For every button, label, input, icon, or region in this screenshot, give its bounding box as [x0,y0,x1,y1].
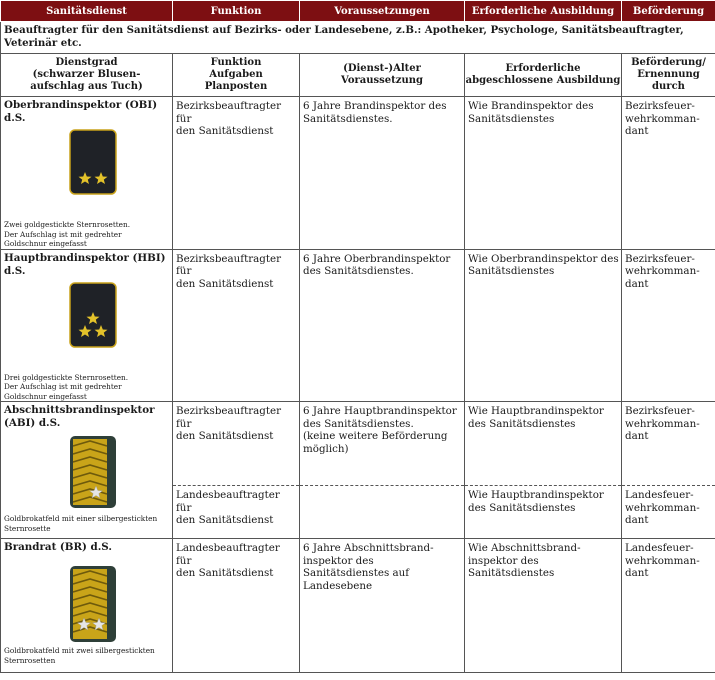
requirement-cell [300,97,465,250]
promotion-cell [622,97,715,250]
rank-cell [1,402,173,539]
subheader-befoerderung [622,54,715,97]
header-row [1,1,715,22]
promotion-cell [622,402,715,539]
header-befoerderung: Beförderung [622,1,715,22]
rank-row-obi [1,97,715,250]
training-line: des Sanitätsdienstes [468,501,576,514]
caption-line: Goldschnur eingefasst [4,391,87,401]
requirement-cell [300,539,465,673]
function-cell [173,97,300,250]
subheader-ausbildung-l1: Erforderliche [505,63,581,74]
insignia-caption [1,373,172,402]
training-line: Wie Hauptbrandinspektor [468,489,604,501]
caption-line: Der Aufschlag ist mit gedrehter [4,229,122,239]
rank-row-abi [1,402,715,539]
training-cell [465,249,622,402]
rank-name: Oberbrandinspektor (OBI) [4,99,158,111]
rank-name: Brandrat (BR) d.S. [4,541,112,553]
rank-cell [1,539,173,673]
training-line: Wie Abschnittsbrand- [468,542,581,554]
promotion-line: dant [625,125,649,137]
collar-patch-icon [1,278,173,373]
subheader-befoerderung-l2: Ernennung [637,69,700,80]
requirement-line: möglich) [303,442,349,455]
promotion-line: dant [625,514,649,526]
training-block-a [465,402,621,481]
subheader-befoerderung-l3: durch [652,81,685,92]
rank-row-hbi [1,249,715,402]
rank-title [1,97,172,125]
function-cell [173,402,300,539]
function-cell [173,249,300,402]
promotion-line: wehrkomman- [625,554,700,567]
promotion-line: dant [625,567,649,579]
promotion-line: Bezirksfeuer- [625,252,695,265]
header-sanitaetsdienst: Sanitätsdienst [1,1,173,22]
function-line: Landesbeauftragter für [176,542,280,567]
subheader-funktion-l3: Planposten [204,81,268,92]
requirement-line: Sanitätsdienstes auf [303,567,410,579]
insignia-caption [1,514,172,533]
promotion-line: wehrkomman- [625,417,700,430]
training-cell [465,402,622,539]
function-line: den Sanitätsdienst [176,514,274,526]
requirement-line: 6 Jahre Abschnittsbrand- [303,542,434,554]
header-funktion: Funktion [173,1,300,22]
collar-patch-icon [1,554,173,646]
function-block-b [173,486,299,527]
collar-patch-icon [1,430,173,514]
insignia-caption [1,646,172,665]
intro-text: Beauftragter für den Sanitätsdienst auf Bezirks- oder Landesebene, z.B.: Apotheker, Psychologe, Sanitätsbeauftragter, Veterinär etc. [1,22,715,54]
training-cell [465,97,622,250]
subheader-dienstgrad-l1: Dienstgrad [55,57,118,68]
training-line: Wie Oberbrandinspektor des [468,252,619,265]
requirement-line: Landesebene [303,579,373,592]
rank-suffix: d.S. [4,264,26,277]
rank-row-br [1,539,715,673]
promotion-line: Bezirksfeuer- [625,100,695,112]
caption-line: Goldbrokatfeld mit zwei silbergestickten [4,646,155,655]
promotion-line: wehrkomman- [625,501,700,514]
requirement-line: 6 Jahre Brandinspektor des [303,100,447,112]
requirement-line: des Sanitätsdienstes. [303,265,414,277]
insignia-patch-hbi [1,278,172,373]
subheader-ausbildung [465,54,622,97]
requirement-line: 6 Jahre Oberbrandinspektor [303,252,451,265]
function-cell [173,539,300,673]
caption-line: Sternrosette [4,523,51,533]
training-line: inspektor des [468,554,539,567]
caption-line: Drei goldgestickte Sternrosetten. [4,372,129,382]
requirement-line: Sanitätsdienstes. [303,112,393,125]
requirement-block [300,402,464,481]
rank-cell [1,97,173,250]
subheader-funktion [173,54,300,97]
requirement-cell [300,402,465,539]
training-line: Sanitätsdienstes [468,265,555,277]
rank-title [1,402,172,430]
training-line: Sanitätsdienstes [468,567,555,579]
requirement-line: 6 Jahre Hauptbrandinspektor [303,405,457,417]
row-divider [300,485,464,486]
caption-line: Goldbrokatfeld mit einer silbergestickten [4,514,158,523]
caption-line: Sternrosetten [4,655,56,665]
collar-patch-icon [1,125,173,220]
rank-name: Abschnittsbrandinspektor [4,404,155,416]
requirement-line: inspektor des [303,554,374,567]
training-cell [465,539,622,673]
insignia-caption [1,220,172,249]
rank-suffix: (ABI) d.S. [4,417,61,429]
promotion-cell [622,539,715,673]
function-line: Bezirksbeauftragter für [176,100,282,125]
rank-suffix: d.S. [4,112,26,124]
function-line: den Sanitätsdienst [176,125,274,137]
subheader-dienstgrad-l2: (schwarzer Blusen- [32,69,141,80]
rank-cell [1,249,173,402]
insignia-patch-abi [1,430,172,514]
subheader-alter-l1: (Dienst-)Alter [343,63,421,74]
training-line: Wie Brandinspektor des [468,100,594,112]
function-line: Bezirksbeauftragter für [176,252,282,277]
caption-line: Der Aufschlag ist mit gedrehter [4,382,122,391]
function-line: Landesbeauftragter für [176,489,280,514]
promotion-cell [622,249,715,402]
rank-title [1,250,172,278]
training-line: des Sanitätsdienstes [468,417,576,430]
promotion-line: wehrkomman- [625,112,700,125]
requirement-cell [300,249,465,402]
function-line: Bezirksbeauftragter für [176,405,282,430]
requirement-line: des Sanitätsdienstes. [303,417,414,430]
rank-title [1,539,172,554]
subheader-alter-l2: Voraussetzung [341,75,423,86]
intro-row [1,22,715,54]
promotion-block-b [622,486,715,527]
promotion-line: Landesfeuer- [625,489,694,501]
subheader-befoerderung-l1: Beförderung/ [631,57,706,68]
subheader-funktion-l1: Funktion [210,57,262,68]
subheader-ausbildung-l2: abgeschlossene Ausbildung [465,75,621,86]
training-block-b [465,486,621,514]
requirement-line: (keine weitere Beförderung [303,430,448,442]
header-ausbildung: Erforderliche Ausbildung [465,1,622,22]
training-line: Sanitätsdienstes [468,112,555,125]
insignia-patch-br [1,554,172,646]
subheader-row [1,54,715,97]
training-line: Wie Hauptbrandinspektor [468,405,604,417]
caption-line: Goldschnur eingefasst [4,239,87,248]
subheader-dienstgrad [1,54,173,97]
promotion-line: dant [625,430,649,442]
header-voraussetzungen: Voraussetzungen [300,1,465,22]
subheader-dienstgrad-l3: aufschlag aus Tuch) [30,81,143,92]
function-line: den Sanitätsdienst [176,430,274,442]
rank-name: Hauptbrandinspektor (HBI) [4,251,166,264]
caption-line: Zwei goldgestickte Sternrosetten. [4,220,131,229]
function-block-a [173,402,299,481]
promotion-line: Landesfeuer- [625,542,694,554]
promotion-line: dant [625,277,649,290]
gold-brocade-icon [73,439,107,505]
promotion-line: wehrkomman- [625,265,700,277]
insignia-patch-obi [1,125,172,220]
subheader-alter [300,54,465,97]
promotion-line: Bezirksfeuer- [625,405,695,417]
subheader-funktion-l2: Aufgaben [209,69,263,80]
function-line: den Sanitätsdienst [176,567,274,579]
function-line: den Sanitätsdienst [176,277,274,290]
promotion-block-a [622,402,715,481]
